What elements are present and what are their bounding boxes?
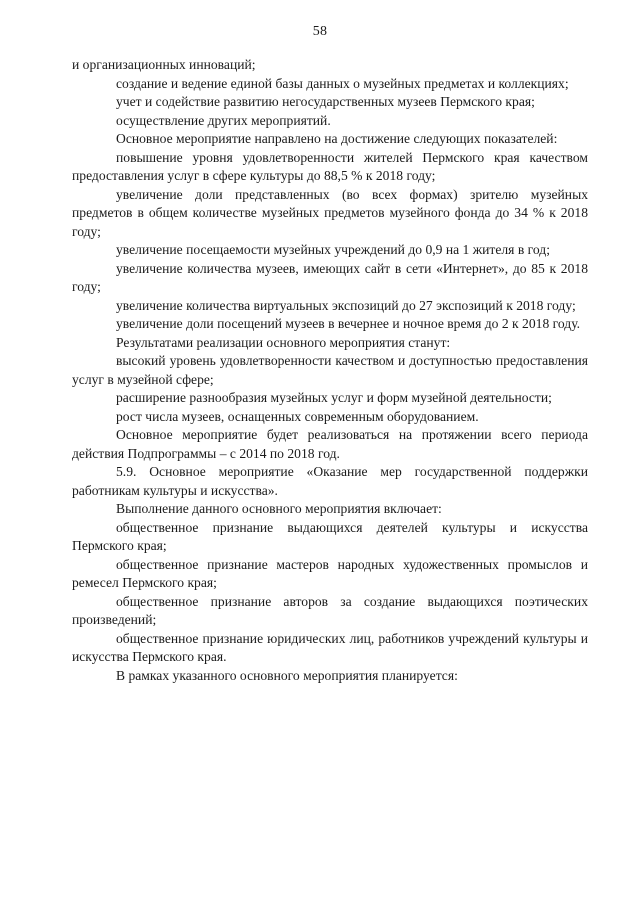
paragraph: Результатами реализации основного мероприятия станут: — [116, 334, 451, 350]
paragraph: Выполнение данного основного мероприятия включает: — [116, 501, 442, 516]
paragraph: увеличение посещаемости музейных учреждений до 0,9 на 1 жителя в год; — [116, 242, 550, 257]
paragraph: создание и ведение единой базы данных о музейных предметах и коллекциях; — [116, 75, 569, 91]
page-body — [72, 56, 588, 685]
section-heading-paragraph: 5.9. Основное мероприятие «Оказание мер государственной поддержки работникам культуры и искусства». — [72, 464, 588, 498]
page-number: 58 — [312, 24, 328, 39]
paragraph: увеличение доли представленных (во всех формах) зрителю музейных предметов в общем количестве музейных предметов музейного фонда до 34 % к 2018 году; — [72, 186, 588, 239]
paragraph: общественное признание мастеров народных художественных промыслов и ремесел Пермского края; — [72, 556, 588, 590]
paragraph: В рамках указанного основного мероприятия планируется: — [116, 667, 458, 683]
paragraph: увеличение доли посещений музеев в вечернее и ночное время до 2 к 2018 году. — [116, 316, 581, 331]
paragraph: повышение уровня удовлетворенности жителей Пермского края качеством предоставления услуг в сфере культуры до 88,5 % к 2018 году; — [72, 149, 588, 183]
paragraph: расширение разнообразия музейных услуг и форм музейной деятельности; — [116, 390, 552, 405]
paragraph: общественное признание авторов за создание выдающихся поэтических произведений; — [72, 593, 588, 627]
paragraph: высокий уровень удовлетворенности качеством и доступностью предоставления услуг в музейной сфере; — [72, 353, 588, 387]
paragraph: осуществление других мероприятий. — [116, 112, 331, 128]
paragraph: рост числа музеев, оснащенных современным оборудованием. — [116, 408, 479, 424]
paragraph: учет и содействие развитию негосударственных музеев Пермского края; — [116, 94, 535, 109]
paragraph: общественное признание выдающихся деятелей культуры и искусства Пермского края; — [72, 519, 588, 553]
paragraph: увеличение количества виртуальных экспозиций до 27 экспозиций к 2018 году; — [116, 297, 576, 313]
paragraph: Основное мероприятие будет реализоваться на протяжении всего периода действия Подпрограммы – с 2014 по 2018 год. — [72, 427, 588, 461]
paragraph: и организационных инноваций; — [72, 57, 256, 72]
paragraph: общественное признание юридических лиц, работников учреждений культуры и искусства Пермского края. — [72, 630, 588, 664]
paragraph: Основное мероприятие направлено на достижение следующих показателей: — [116, 131, 558, 146]
paragraph: увеличение количества музеев, имеющих сайт в сети «Интернет», до 85 к 2018 году; — [72, 260, 588, 294]
